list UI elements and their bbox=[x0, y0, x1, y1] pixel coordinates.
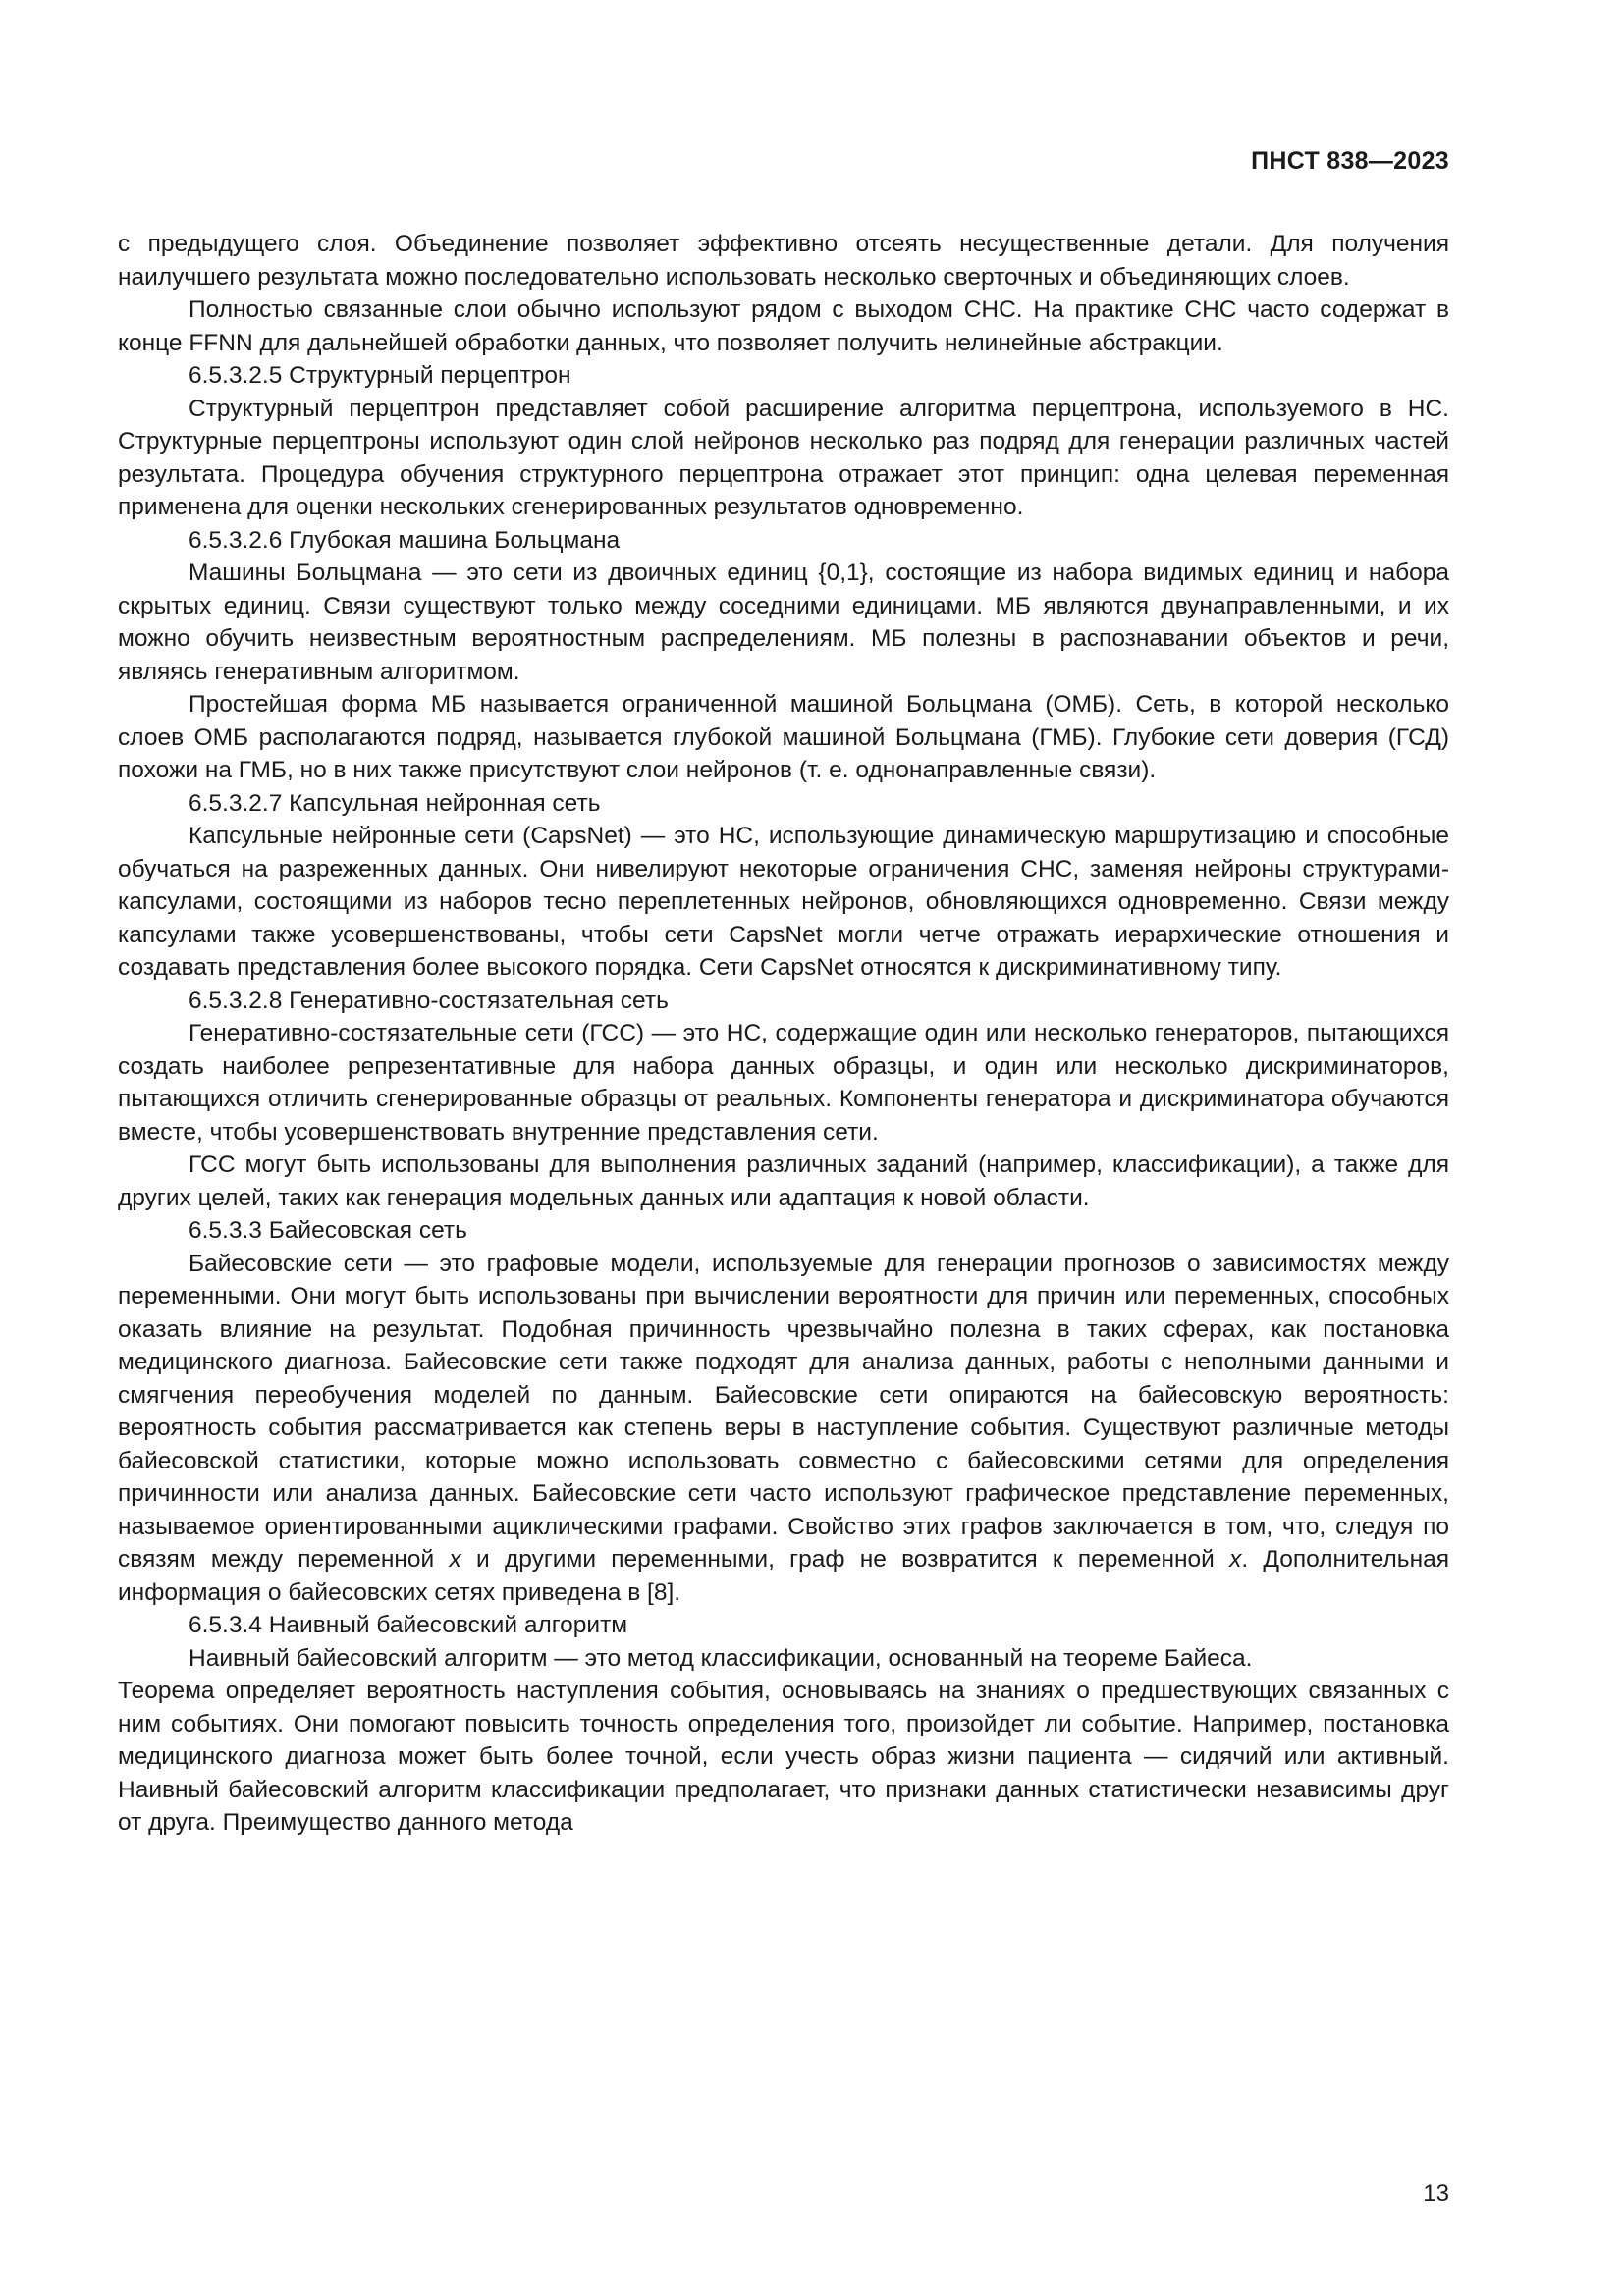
section-heading-6-5-3-2-5: 6.5.3.2.5 Структурный перцептрон bbox=[189, 362, 571, 389]
paragraph: Полностью связанные слои обычно используют рядом с выходом СНС. На практике СНС часто содержат в конце FFNN для дальнейшей обработки данных, что позволяет получить нелинейные абстракции. bbox=[118, 296, 1449, 356]
paragraph-continuation: Теорема определяет вероятность наступления события, основываясь на знаниях о предшествующих связанных с ним событиях. Они помогают повысить точность определения того, произойдет ли событие. Например, постановка медицинского диагноза может быть более точной, если учесть образ жизни пациента — сидячий или активный. Наивный байесовский алгоритм классификации предполагает, что признаки данных статистически независимы друг от друга. Преимущество данного метода bbox=[118, 1678, 1449, 1836]
section-heading-6-5-3-3: 6.5.3.3 Байесовская сеть bbox=[189, 1217, 467, 1244]
section-heading-6-5-3-2-8: 6.5.3.2.8 Генеративно-состязательная сеть bbox=[189, 987, 669, 1014]
paragraph-continuation: с предыдущего слоя. Объединение позволяет эффективно отсеять несущественные детали. Для получения наилучшего результата можно последовательно использовать несколько сверточных и объединяющих слоев. bbox=[118, 231, 1449, 291]
paragraph: Генеративно-состязательные сети (ГСС) — это НС, содержащие один или несколько генераторов, пытающихся создать наиболее репрезентативные для набора данных образцы, и один или несколько дискриминаторов, пытающихся отличить сгенерированные образцы от реальных. Компоненты генератора и дискриминатора обучаются вместе, чтобы усовершенствовать внутренние представления сети. bbox=[118, 1020, 1449, 1146]
paragraph: Капсульные нейронные сети (CapsNet) — это НС, использующие динамическую маршрутизацию и способные обучаться на разреженных данных. Они нивелируют некоторые ограничения СНС, заменяя нейроны структурами-капсулами, состоящими из наборов тесно переплетенных нейронов, обновляющихся одновременно. Связи между капсулами также усовершенствованы, чтобы сети CapsNet могли четче отражать иерархические отношения и создавать представления более высокого порядка. Сети CapsNet относятся к дискриминативному типу. bbox=[118, 823, 1449, 981]
document-body bbox=[118, 228, 1449, 1840]
paragraph: Байесовские сети — это графовые модели, используемые для генерации прогнозов о зависимостях между переменными. Они могут быть использованы при вычислении вероятности для причин или переменных, способных оказать влияние на результат. Подобная причинность чрезвычайно полезна в таких сферах, как постановка медицинского диагноза. Байесовские сети также подходят для анализа данных, работы с неполными данными и смягчения переобучения моделей по данным. Байесовские сети опираются на байесовскую вероятность: вероятность события рассматривается как степень веры в наступление события. Существуют различные методы байесовской статистики, которые можно использовать совместно с байесовскими сетями для определения причинности или анализа данных. Байесовские сети часто используют графическое представление переменных, называемое ориентированными ациклическими графами. Свойство этих графов заключается в том, что, следуя по связям между переменной x и другими переменными, граф не возвратится к переменной x. Дополнительная информация о байесовских сетях приведена в [8]. bbox=[118, 1250, 1449, 1606]
paragraph: Машины Больцмана — это сети из двоичных единиц {0,1}, состоящие из набора видимых единиц и набора скрытых единиц. Связи существуют только между соседними единицами. МБ являются двунаправленными, и их можно обучить неизвестным вероятностным распределениям. МБ полезны в распознавании объектов и речи, являясь генеративным алгоритмом. bbox=[118, 560, 1449, 685]
paragraph: Простейшая форма МБ называется ограниченной машиной Больцмана (ОМБ). Сеть, в которой несколько слоев ОМБ располагаются подряд, называется глубокой машиной Больцмана (ГМБ). Глубокие сети доверия (ГСД) похожи на ГМБ, но в них также присутствуют слои нейронов (т. е. однонаправленные связи). bbox=[118, 691, 1449, 783]
paragraph: Наивный байесовский алгоритм — это метод классификации, основанный на теореме Байеса. bbox=[189, 1644, 1253, 1672]
paragraph: ГСС могут быть использованы для выполнения различных заданий (например, классификации), а также для других целей, таких как генерация модельных данных или адаптация к новой области. bbox=[118, 1151, 1449, 1211]
paragraph: Структурный перцептрон представляет собой расширение алгоритма перцептрона, используемого в НС. Структурные перцептроны используют один слой нейронов несколько раз подряд для генерации различных частей результата. Процедура обучения структурного перцептрона отражает этот принцип: одна целевая переменная применена для оценки нескольких сгенерированных результатов одновременно. bbox=[118, 395, 1449, 520]
section-heading-6-5-3-4: 6.5.3.4 Наивный байесовский алгоритм bbox=[189, 1612, 628, 1638]
section-heading-6-5-3-2-7: 6.5.3.2.7 Капсульная нейронная сеть bbox=[189, 789, 601, 817]
document-id-header: ПНСТ 838—2023 bbox=[1251, 147, 1449, 175]
section-heading-6-5-3-2-6: 6.5.3.2.6 Глубокая машина Больцмана bbox=[189, 526, 621, 554]
page-number: 13 bbox=[1423, 2180, 1449, 2207]
